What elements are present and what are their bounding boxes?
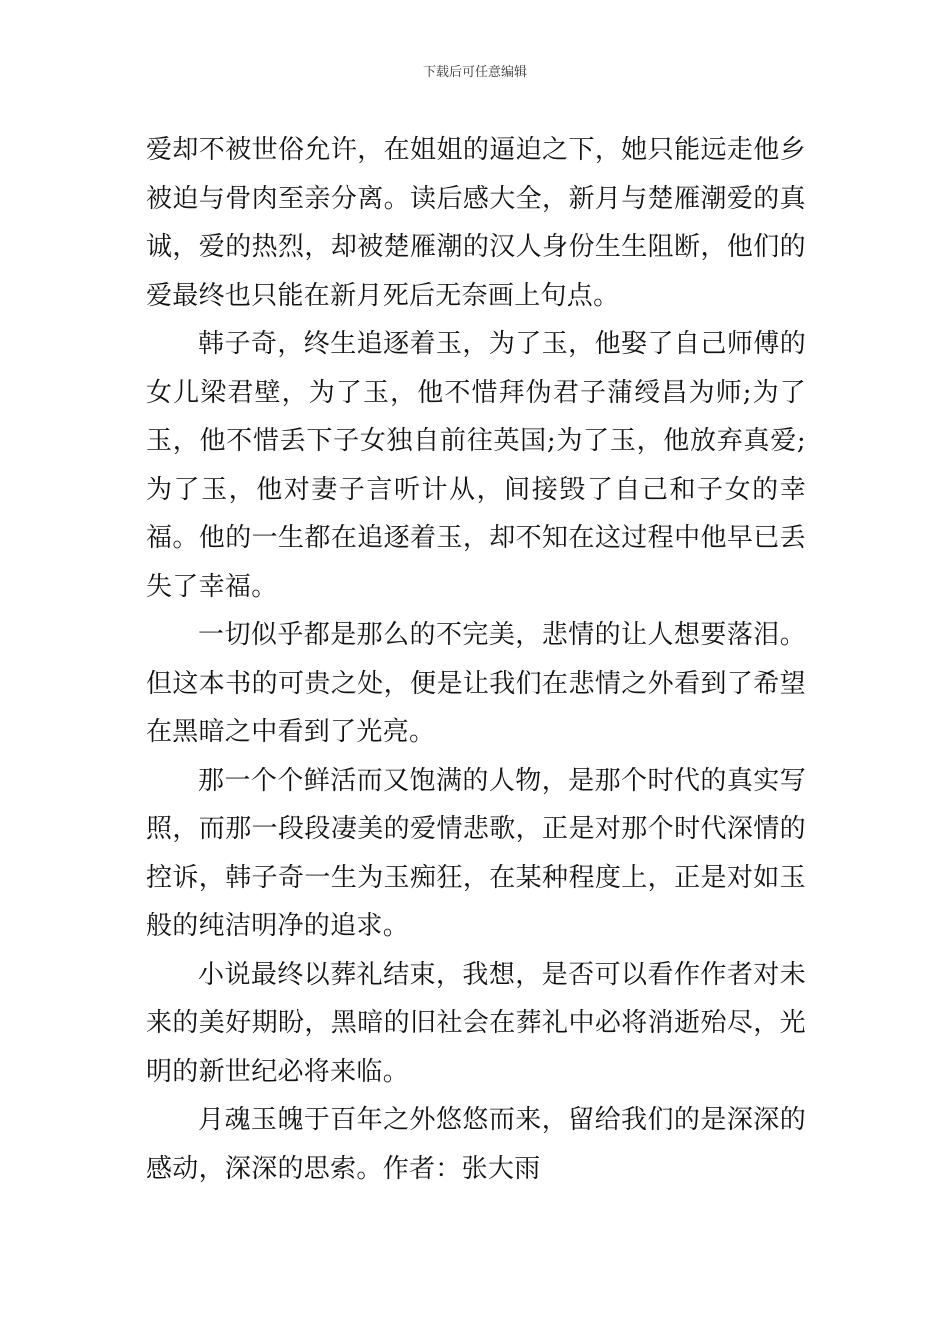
paragraph-6: 月魂玉魄于百年之外悠悠而来，留给我们的是深深的感动，深深的思索。作者：张大雨 [146,1105,806,1184]
page-header-note: 下载后可任意编辑 [422,65,527,80]
paragraph-3: 一切似乎都是那么的不完美，悲情的让人想要落泪。但这本书的可贵之处，便是让我们在悲情之外看到了希望在黑暗之中看到了光亮。 [146,620,806,747]
paragraph-1: 爱却不被世俗允许，在姐姐的逼迫之下，她只能远走他乡被迫与骨肉至亲分离。读后感大全，新月与楚雁潮爱的真诚，爱的热烈，却被楚雁潮的汉人身份生生阻断，他们的爱最终也只能在新月死后无奈画上句点。 [146,135,806,311]
paragraph-2: 韩子奇，终生追逐着玉，为了玉，他娶了自己师傅的女儿梁君壁，为了玉，他不惜拜伪君子蒲绶昌为师;为了玉，他不惜丢下子女独自前往英国;为了玉，他放弃真爱;为了玉，他对妻子言听计从，间接毁了自己和子女的幸福。他的一生都在追逐着玉，却不知在这过程中他早已丢失了幸福。 [146,329,806,602]
document-body [146,126,806,1193]
paragraph-4: 那一个个鲜活而又饱满的人物，是那个时代的真实写照，而那一段段凄美的爱情悲歌，正是对那个时代深情的控诉，韩子奇一生为玉痴狂，在某种程度上，正是对如玉般的纯洁明净的追求。 [146,765,806,941]
paragraph-5: 小说最终以葬礼结束，我想，是否可以看作作者对未来的美好期盼，黑暗的旧社会在葬礼中必将消逝殆尽，光明的新世纪必将来临。 [146,959,806,1087]
